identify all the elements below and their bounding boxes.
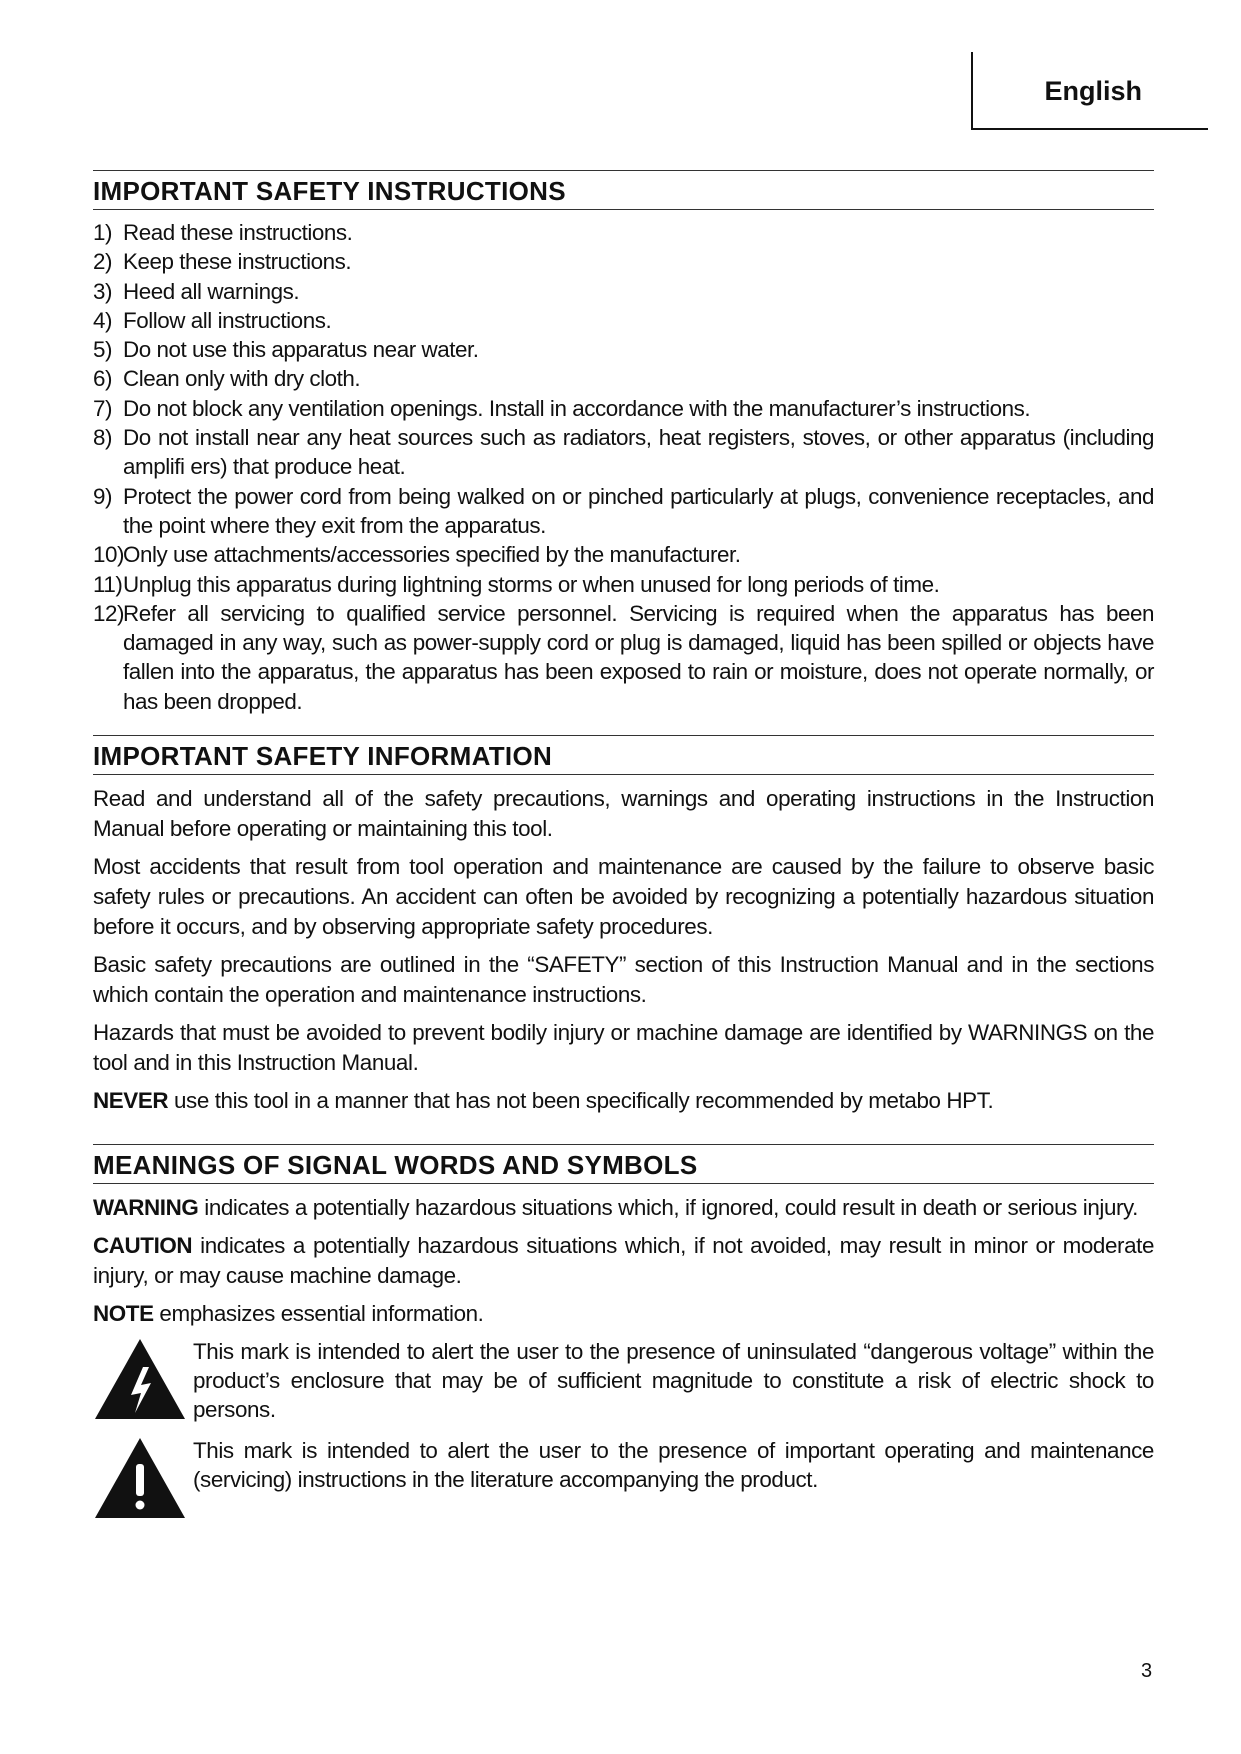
instruction-item — [93, 364, 1154, 393]
instructions-heading: IMPORTANT SAFETY INSTRUCTIONS — [93, 170, 1154, 210]
instruction-number: 1) — [93, 220, 113, 245]
instruction-item — [93, 570, 1154, 599]
exclamation-warning-icon — [93, 1436, 187, 1520]
attention-symbol-text: This mark is intended to alert the user to the presence of important operating and maintenance (servicing) instructions in the literature accompanying the product. — [193, 1438, 1154, 1492]
instruction-item — [93, 247, 1154, 276]
instruction-number: 2) — [93, 249, 113, 275]
instruction-number: 9) — [93, 483, 113, 509]
language-tab — [971, 52, 1208, 130]
instruction-text: Do not block any ventilation openings. Install in accordance with the manufacturer’s instructions. — [123, 395, 1031, 421]
instruction-number: 10) — [93, 542, 125, 568]
information-paragraph-2: Most accidents that result from tool operation and maintenance are caused by the failure to observe basic safety rules or precautions. An accident can often be avoided by recognizing a potentially hazardous situation before it occurs, and by observing appropriate safety procedures. — [93, 854, 1154, 939]
meanings-section — [93, 1144, 1154, 1520]
instruction-number: 8) — [93, 425, 113, 451]
instruction-item — [93, 423, 1154, 482]
instruction-number: 4) — [93, 307, 113, 333]
information-paragraph-never — [93, 1086, 1154, 1116]
information-paragraph-3: Basic safety precautions are outlined in the “SAFETY” section of this Instruction Manual and in the sections which contain the operation and maintenance instructions. — [93, 952, 1154, 1007]
instruction-text: Clean only with dry cloth. — [123, 366, 361, 392]
instruction-number: 7) — [93, 395, 113, 421]
instruction-text: Unplug this apparatus during lightning storms or when unused for long periods of time. — [123, 571, 940, 597]
instruction-text: Keep these instructions. — [123, 249, 352, 275]
instructions-list — [93, 218, 1154, 716]
information-paragraph-1: Read and understand all of the safety precautions, warnings and operating instructions in the Instruction Manual before operating or maintaining this tool. — [93, 786, 1154, 841]
instruction-item — [93, 482, 1154, 541]
warning-text: indicates a potentially hazardous situations which, if ignored, could result in death or serious injury. — [198, 1195, 1139, 1220]
information-paragraph-4: Hazards that must be avoided to prevent bodily injury or machine damage are identified by WARNINGS on the tool and in this Instruction Manual. — [93, 1020, 1154, 1075]
never-text: use this tool in a manner that has not been specifically recommended by metabo HPT. — [168, 1088, 994, 1113]
caution-definition — [93, 1231, 1154, 1291]
instruction-item — [93, 599, 1154, 716]
instruction-text: Do not install near any heat sources such as radiators, heat registers, stoves, or other apparatus (including amplifi ers) that produce heat. — [123, 425, 1154, 480]
attention-symbol-row — [93, 1436, 1154, 1520]
caution-label: CAUTION — [93, 1233, 193, 1258]
instruction-text: Refer all servicing to qualified service personnel. Servicing is required when the apparatus has been damaged in any way, such as power-supply cord or plug is damaged, liquid has been spilled or objects have fallen into the apparatus, the apparatus has been exposed to rain or moisture, does not operate normally, or has been dropped. — [123, 600, 1154, 714]
voltage-symbol-text: This mark is intended to alert the user to the presence of uninsulated “dangerous voltage” within the product’s enclosure that may be of sufficient magnitude to constitute a risk of electric shock to persons. — [193, 1339, 1154, 1422]
instruction-text: Heed all warnings. — [123, 278, 300, 304]
instruction-text: Do not use this apparatus near water. — [123, 337, 479, 363]
note-definition — [93, 1299, 1154, 1329]
information-section — [93, 735, 1154, 1124]
instruction-item — [93, 306, 1154, 335]
instruction-item — [93, 218, 1154, 247]
instruction-text: Protect the power cord from being walked on or pinched particularly at plugs, convenience receptacles, and the point where they exit from the apparatus. — [123, 483, 1154, 538]
instruction-number: 12) — [93, 600, 125, 626]
instruction-number: 3) — [93, 278, 113, 304]
warning-label: WARNING — [93, 1195, 199, 1220]
caution-text: indicates a potentially hazardous situations which, if not avoided, may result in minor or moderate injury, or may cause machine damage. — [93, 1233, 1154, 1288]
instruction-item — [93, 540, 1154, 569]
instruction-item — [93, 394, 1154, 423]
page-number: 3 — [1141, 1660, 1153, 1682]
instruction-text: Follow all instructions. — [123, 307, 332, 333]
information-heading: IMPORTANT SAFETY INFORMATION — [93, 735, 1154, 775]
instruction-item — [93, 277, 1154, 306]
instruction-number: 5) — [93, 337, 113, 363]
note-label: NOTE — [93, 1301, 154, 1326]
instruction-item — [93, 335, 1154, 364]
instructions-section — [93, 170, 1154, 716]
never-label: NEVER — [93, 1088, 169, 1113]
instruction-number: 11) — [93, 571, 123, 597]
voltage-symbol-row — [93, 1337, 1154, 1424]
note-text: emphasizes essential information. — [153, 1301, 484, 1326]
instruction-text: Read these instructions. — [123, 220, 353, 245]
language-label: English — [1044, 76, 1142, 106]
instruction-text: Only use attachments/accessories specified by the manufacturer. — [123, 542, 741, 568]
warning-definition — [93, 1193, 1154, 1223]
meanings-heading: MEANINGS OF SIGNAL WORDS AND SYMBOLS — [93, 1144, 1154, 1184]
lightning-warning-icon — [93, 1337, 187, 1421]
instruction-number: 6) — [93, 366, 113, 392]
